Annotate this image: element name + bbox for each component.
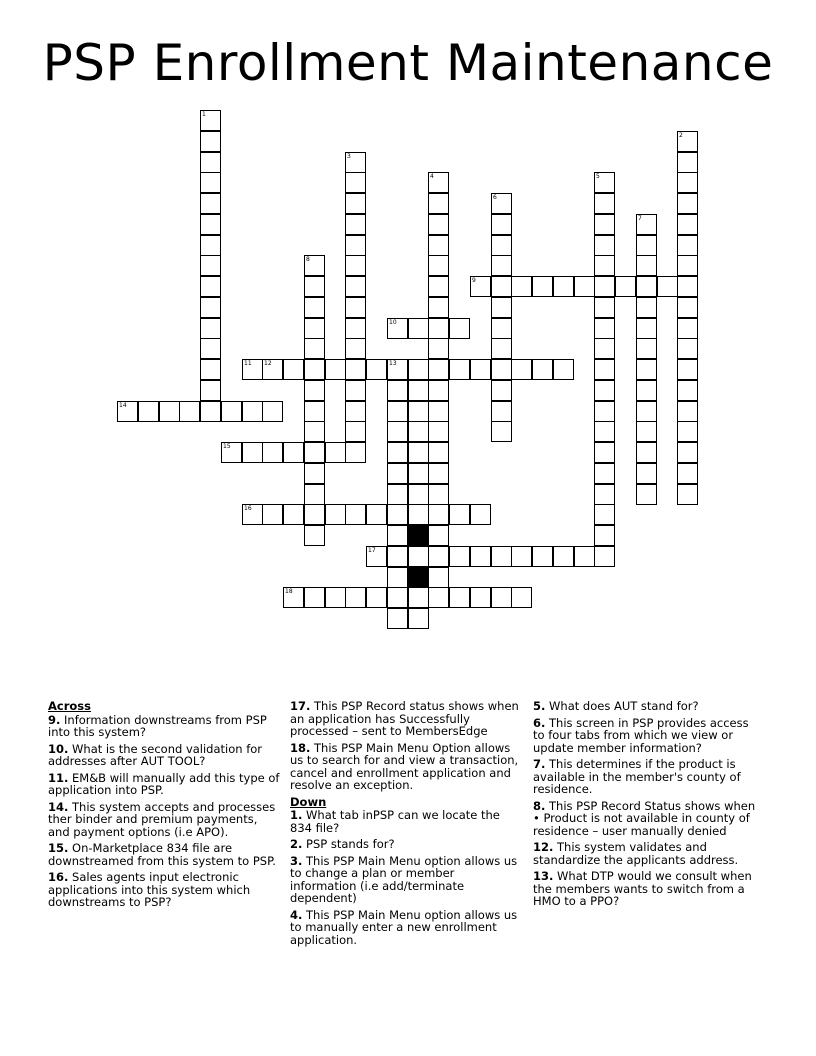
grid-cell[interactable] (636, 214, 657, 235)
grid-cell[interactable] (366, 546, 387, 567)
grid-cell[interactable] (428, 172, 449, 193)
grid-cell[interactable] (677, 442, 698, 463)
grid-cell[interactable] (200, 214, 221, 235)
grid-cell[interactable] (408, 380, 429, 401)
grid-cell[interactable] (345, 297, 366, 318)
grid-cell[interactable] (242, 442, 263, 463)
clue-across-11: 11. EM&B will manually add this type of application into PSP. (48, 770, 280, 797)
grid-cell[interactable] (345, 214, 366, 235)
grid-cell[interactable] (532, 546, 553, 567)
grid-cell[interactable] (615, 276, 636, 297)
grid-cell[interactable] (636, 359, 657, 380)
grid-cell[interactable] (491, 297, 512, 318)
grid-cell[interactable] (428, 587, 449, 608)
cell-number: 3 (347, 153, 351, 160)
grid-cell[interactable] (449, 546, 470, 567)
grid-cell[interactable] (345, 172, 366, 193)
grid-cell[interactable] (491, 318, 512, 339)
grid-cell[interactable] (594, 276, 615, 297)
grid-cell[interactable] (159, 401, 180, 422)
grid-cell[interactable] (345, 152, 366, 173)
grid-cell[interactable] (677, 380, 698, 401)
grid-cell[interactable] (200, 193, 221, 214)
down-heading: Down (290, 794, 327, 809)
grid-cell[interactable] (470, 276, 491, 297)
cell-number: 17 (368, 547, 376, 554)
grid-cell[interactable] (345, 193, 366, 214)
grid-cell[interactable] (408, 587, 429, 608)
grid-cell[interactable] (366, 504, 387, 525)
grid-cell[interactable] (283, 359, 304, 380)
grid-cell[interactable] (428, 338, 449, 359)
grid-cell[interactable] (387, 504, 408, 525)
grid-cell[interactable] (200, 318, 221, 339)
grid-cell[interactable] (553, 359, 574, 380)
grid-cell[interactable] (242, 359, 263, 380)
grid-cell[interactable] (594, 214, 615, 235)
grid-cell[interactable] (470, 504, 491, 525)
grid-cell[interactable] (304, 463, 325, 484)
grid-cell[interactable] (428, 484, 449, 505)
grid-cell[interactable] (677, 401, 698, 422)
grid-cell[interactable] (491, 276, 512, 297)
grid-cell[interactable] (677, 193, 698, 214)
clue-across-16: 16. Sales agents input electronic applications into this system which downstreams to PSP? (48, 870, 251, 909)
grid-cell[interactable] (677, 318, 698, 339)
grid-cell[interactable] (491, 587, 512, 608)
grid-cell[interactable] (179, 401, 200, 422)
grid-cell[interactable] (449, 587, 470, 608)
grid-cell[interactable] (428, 297, 449, 318)
grid-cell[interactable] (428, 276, 449, 297)
grid-cell[interactable] (677, 359, 698, 380)
cell-number: 2 (679, 132, 683, 139)
cell-number: 7 (638, 215, 642, 222)
clue-across-9: 9. Information downstreams from PSP into this system? (48, 712, 267, 739)
grid-cell[interactable] (677, 172, 698, 193)
grid-cell[interactable] (387, 421, 408, 442)
clues-column-3 (533, 700, 763, 912)
grid-cell[interactable] (345, 338, 366, 359)
grid-cell[interactable] (636, 421, 657, 442)
grid-cell[interactable] (200, 297, 221, 318)
grid-cell[interactable] (636, 255, 657, 276)
grid-cell[interactable] (200, 380, 221, 401)
grid-cell[interactable] (636, 484, 657, 505)
grid-cell[interactable] (387, 442, 408, 463)
grid-cell[interactable] (677, 276, 698, 297)
grid-cell[interactable] (387, 318, 408, 339)
grid-cell[interactable] (594, 359, 615, 380)
grid-cell[interactable] (636, 276, 657, 297)
clue-across-14: 14. This system accepts and processes ther binder and premium payments, and payment options (i.e APO). (48, 799, 276, 839)
grid-cell[interactable] (304, 484, 325, 505)
grid-cell[interactable] (594, 525, 615, 546)
grid-cell[interactable] (304, 421, 325, 442)
clue-down-6: 6. This screen in PSP provides access to four tabs from which we view or update member information? (533, 715, 749, 755)
grid-cell[interactable] (532, 359, 553, 380)
grid-cell[interactable] (366, 587, 387, 608)
grid-cell[interactable] (636, 380, 657, 401)
cell-number: 18 (285, 588, 293, 595)
grid-cell[interactable] (594, 338, 615, 359)
grid-cell[interactable] (428, 442, 449, 463)
grid-cell[interactable] (200, 401, 221, 422)
cell-number: 16 (244, 505, 252, 512)
clue-down-12: 12. This system validates and standardize the applicants address. (533, 840, 739, 867)
grid-cell[interactable] (408, 484, 429, 505)
grid-cell[interactable] (242, 504, 263, 525)
grid-cell[interactable] (366, 359, 387, 380)
grid-cell[interactable] (491, 380, 512, 401)
grid-cell[interactable] (428, 235, 449, 256)
grid-cell[interactable] (428, 567, 449, 588)
cell-number: 9 (472, 277, 476, 284)
grid-cell[interactable] (511, 276, 532, 297)
grid-cell[interactable] (387, 484, 408, 505)
grid-cell[interactable] (553, 546, 574, 567)
grid-cell[interactable] (594, 172, 615, 193)
grid-cell[interactable] (491, 421, 512, 442)
grid-cell[interactable] (491, 193, 512, 214)
cell-number: 12 (264, 360, 272, 367)
grid-cell[interactable] (449, 359, 470, 380)
grid-cell[interactable] (304, 442, 325, 463)
clue-down-5: 5. What does AUT stand for? (533, 699, 699, 713)
grid-cell[interactable] (677, 235, 698, 256)
grid-cell[interactable] (594, 484, 615, 505)
clue-across-17: 17. This PSP Record status shows when an application has Successfully processed – sent to MembersEdge (290, 699, 519, 738)
grid-cell[interactable] (200, 110, 221, 131)
grid-cell[interactable] (428, 421, 449, 442)
grid-cell[interactable] (491, 255, 512, 276)
grid-cell[interactable] (221, 401, 242, 422)
grid-cell[interactable] (470, 359, 491, 380)
grid-cell[interactable] (677, 484, 698, 505)
grid-cell[interactable] (283, 504, 304, 525)
grid-cell[interactable] (345, 587, 366, 608)
grid-cell[interactable] (428, 525, 449, 546)
grid-cell[interactable] (345, 235, 366, 256)
grid-cell[interactable] (304, 276, 325, 297)
clue-down-7: 7. This determines if the product is available in the member's county of residence. (533, 757, 741, 796)
grid-cell[interactable] (574, 276, 595, 297)
grid-cell[interactable] (553, 276, 574, 297)
grid-cell[interactable] (594, 255, 615, 276)
grid-cell[interactable] (594, 380, 615, 401)
cell-number: 4 (430, 173, 434, 180)
grid-cell[interactable] (304, 338, 325, 359)
grid-cell[interactable] (511, 587, 532, 608)
grid-cell[interactable] (491, 214, 512, 235)
clue-down-8: 8. This PSP Record Status shows when • Product is not available in county of residence – user manually denied (533, 798, 756, 838)
grid-cell[interactable] (345, 380, 366, 401)
grid-cell[interactable] (200, 359, 221, 380)
grid-cell[interactable] (387, 359, 408, 380)
grid-cell[interactable] (470, 546, 491, 567)
grid-cell[interactable] (345, 401, 366, 422)
grid-cell[interactable] (677, 214, 698, 235)
grid-cell[interactable] (677, 255, 698, 276)
grid-cell[interactable] (387, 525, 408, 546)
grid-cell[interactable] (408, 401, 429, 422)
grid-cell[interactable] (408, 608, 429, 629)
cell-number: 15 (223, 443, 231, 450)
grid-cell[interactable] (594, 401, 615, 422)
grid-cell[interactable] (345, 442, 366, 463)
grid-cell[interactable] (491, 546, 512, 567)
grid-cell[interactable] (387, 567, 408, 588)
black-cell (408, 567, 429, 588)
grid-cell[interactable] (200, 276, 221, 297)
clue-down-1: 1. What tab inPSP can we locate the 834 file? (290, 808, 500, 835)
grid-cell[interactable] (283, 442, 304, 463)
grid-cell[interactable] (511, 546, 532, 567)
grid-cell[interactable] (594, 463, 615, 484)
black-cell (408, 525, 429, 546)
grid-cell[interactable] (428, 401, 449, 422)
grid-cell[interactable] (200, 152, 221, 173)
grid-cell[interactable] (262, 504, 283, 525)
grid-cell[interactable] (449, 504, 470, 525)
clue-across-15: 15. On-Marketplace 834 file are downstreamed from this system to PSP. (48, 841, 276, 868)
grid-cell[interactable] (200, 338, 221, 359)
grid-cell[interactable] (408, 421, 429, 442)
grid-cell[interactable] (594, 318, 615, 339)
cell-number: 13 (389, 360, 397, 367)
grid-cell[interactable] (387, 546, 408, 567)
grid-cell[interactable] (304, 401, 325, 422)
grid-cell[interactable] (594, 504, 615, 525)
grid-cell[interactable] (428, 380, 449, 401)
grid-cell[interactable] (262, 401, 283, 422)
grid-cell[interactable] (677, 463, 698, 484)
grid-cell[interactable] (304, 297, 325, 318)
grid-cell[interactable] (636, 297, 657, 318)
grid-cell[interactable] (200, 255, 221, 276)
cell-number: 5 (596, 173, 600, 180)
grid-cell[interactable] (428, 359, 449, 380)
grid-cell[interactable] (491, 235, 512, 256)
clue-across-18: 18. This PSP Main Menu Option allows us to search for and view a transaction, cancel and enrollment application and resolve an exception. (290, 740, 519, 792)
grid-cell[interactable] (304, 359, 325, 380)
across-heading: Across (48, 699, 91, 713)
grid-cell[interactable] (594, 235, 615, 256)
grid-cell[interactable] (428, 318, 449, 339)
grid-cell[interactable] (387, 380, 408, 401)
grid-cell[interactable] (200, 235, 221, 256)
grid-cell[interactable] (491, 338, 512, 359)
grid-cell[interactable] (636, 442, 657, 463)
clue-down-3: 3. This PSP Main Menu option allows us to change a plan or member information (i.e add/terminate dependent) (290, 853, 518, 905)
grid-cell[interactable] (428, 214, 449, 235)
clues-column-2 (290, 700, 524, 950)
grid-cell[interactable] (428, 546, 449, 567)
clue-down-2: 2. PSP stands for? (290, 837, 395, 851)
grid-cell[interactable] (428, 504, 449, 525)
grid-cell[interactable] (408, 359, 429, 380)
grid-cell[interactable] (345, 276, 366, 297)
page-title: PSP Enrollment Maintenance (42, 34, 774, 92)
cell-number: 10 (389, 319, 397, 326)
grid-cell[interactable] (325, 442, 346, 463)
grid-cell[interactable] (345, 421, 366, 442)
grid-cell[interactable] (428, 463, 449, 484)
grid-cell[interactable] (345, 255, 366, 276)
grid-cell[interactable] (636, 318, 657, 339)
grid-cell[interactable] (387, 608, 408, 629)
grid-cell[interactable] (594, 297, 615, 318)
grid-cell[interactable] (262, 359, 283, 380)
grid-cell[interactable] (636, 235, 657, 256)
grid-cell[interactable] (491, 401, 512, 422)
cell-number: 1 (202, 111, 206, 118)
grid-cell[interactable] (677, 131, 698, 152)
grid-cell[interactable] (117, 401, 138, 422)
grid-cell[interactable] (677, 297, 698, 318)
grid-cell[interactable] (594, 546, 615, 567)
grid-cell[interactable] (304, 318, 325, 339)
clues-column-1 (48, 700, 282, 913)
grid-cell[interactable] (138, 401, 159, 422)
grid-cell[interactable] (304, 255, 325, 276)
grid-cell[interactable] (636, 463, 657, 484)
grid-cell[interactable] (677, 338, 698, 359)
grid-cell[interactable] (470, 587, 491, 608)
clue-down-4: 4. This PSP Main Menu option allows us to manually enter a new enrollment application. (290, 907, 518, 947)
grid-cell[interactable] (594, 421, 615, 442)
grid-cell[interactable] (574, 546, 595, 567)
grid-cell[interactable] (677, 421, 698, 442)
grid-cell[interactable] (677, 152, 698, 173)
grid-cell[interactable] (594, 193, 615, 214)
grid-cell[interactable] (657, 276, 678, 297)
grid-cell[interactable] (304, 380, 325, 401)
grid-cell[interactable] (428, 193, 449, 214)
grid-cell[interactable] (345, 359, 366, 380)
grid-cell[interactable] (511, 359, 532, 380)
grid-cell[interactable] (532, 276, 553, 297)
grid-cell[interactable] (325, 587, 346, 608)
cell-number: 6 (493, 194, 497, 201)
cell-number: 8 (306, 256, 310, 263)
grid-cell[interactable] (387, 401, 408, 422)
grid-cell[interactable] (325, 504, 346, 525)
grid-cell[interactable] (491, 359, 512, 380)
grid-cell[interactable] (262, 442, 283, 463)
grid-cell[interactable] (408, 504, 429, 525)
grid-cell[interactable] (325, 359, 346, 380)
grid-cell[interactable] (304, 525, 325, 546)
cell-number: 11 (244, 360, 252, 367)
cell-number: 14 (119, 402, 127, 409)
grid-cell[interactable] (200, 172, 221, 193)
grid-cell[interactable] (200, 131, 221, 152)
grid-cell[interactable] (594, 442, 615, 463)
clue-across-10: 10. What is the second validation for addresses after AUT TOOL? (48, 741, 263, 768)
grid-cell[interactable] (345, 504, 366, 525)
grid-cell[interactable] (408, 442, 429, 463)
grid-cell[interactable] (304, 587, 325, 608)
grid-cell[interactable] (387, 587, 408, 608)
grid-cell[interactable] (408, 318, 429, 339)
grid-cell[interactable] (449, 318, 470, 339)
grid-cell[interactable] (636, 338, 657, 359)
grid-cell[interactable] (408, 546, 429, 567)
grid-cell[interactable] (283, 587, 304, 608)
clue-down-13: 13. What DTP would we consult when the members wants to switch from a HMO to a PPO? (533, 869, 752, 908)
grid-cell[interactable] (345, 318, 366, 339)
grid-cell[interactable] (428, 255, 449, 276)
grid-cell[interactable] (304, 504, 325, 525)
grid-cell[interactable] (242, 401, 263, 422)
grid-cell[interactable] (408, 463, 429, 484)
grid-cell[interactable] (387, 463, 408, 484)
grid-cell[interactable] (636, 401, 657, 422)
grid-cell[interactable] (221, 442, 242, 463)
